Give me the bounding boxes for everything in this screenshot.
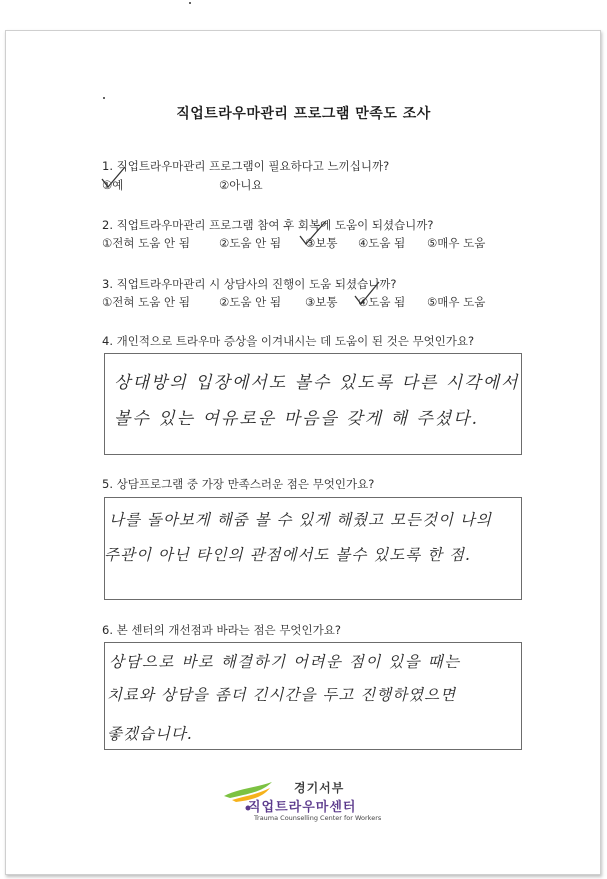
question-6: 6. 본 센터의 개선점과 바라는 점은 무엇인가요? — [102, 623, 341, 637]
logo-region-text: 경기서부 — [294, 781, 345, 795]
q1-option-no[interactable]: ②아니요 — [219, 178, 263, 192]
q2-option-5[interactable]: ⑤매우 도움 — [427, 236, 486, 250]
scan-speck — [103, 97, 105, 99]
q6-answer-line-1: 상담으로 바로 해결하기 어려운 점이 있을 때는 — [109, 653, 461, 671]
q6-answer-line-2: 치료와 상담을 좀더 긴시간을 두고 진행하였으면 — [107, 686, 457, 704]
q2-option-4[interactable]: ④도움 됨 — [358, 236, 406, 250]
q2-option-2[interactable]: ②도움 안 됨 — [219, 236, 282, 250]
checkmark-icon — [99, 165, 129, 191]
q3-option-5[interactable]: ⑤매우 도움 — [427, 295, 486, 309]
question-4: 4. 개인적으로 트라우마 증상을 이겨내시는 데 도움이 된 것은 무엇인가요? — [102, 334, 475, 348]
logo-subtitle: Trauma Counselling Center for Workers — [254, 814, 382, 822]
q2-option-1[interactable]: ①전혀 도움 안 됨 — [102, 236, 190, 250]
question-5: 5. 상담프로그램 중 가장 만족스러운 점은 무엇인가요? — [102, 477, 375, 491]
q3-option-1[interactable]: ①전혀 도움 안 됨 — [102, 295, 190, 309]
q5-answer-line-1: 나를 돌아보게 해줌 볼 수 있게 해줬고 모든것이 나의 — [109, 511, 492, 529]
q3-option-4[interactable]: ④도움 됨 — [358, 295, 406, 309]
q5-answer-line-2: 주관이 아닌 타인의 관점에서도 볼수 있도록 한 점. — [104, 546, 471, 564]
q2-option-3[interactable]: ③보통 — [305, 236, 338, 250]
q3-option-2[interactable]: ②도움 안 됨 — [219, 295, 282, 309]
q6-answer-line-3: 좋겠습니다. — [107, 725, 193, 743]
q4-answer-line-1: 상대방의 입장에서도 볼수 있도록 다른 시각에서 — [114, 373, 520, 393]
logo-center-name: 직업트라우마센터 — [248, 800, 357, 815]
q1-option-yes[interactable]: ①예 — [102, 178, 124, 192]
q4-answer-line-2: 볼수 있는 여유로운 마음을 갖게 해 주셨다. — [114, 409, 480, 429]
question-3: 3. 직업트라우마관리 시 상담사의 진행이 도움 되셨습니까? — [102, 277, 397, 291]
question-2: 2. 직업트라우마관리 프로그램 참여 후 회복에 도움이 되셨습니까? — [102, 218, 434, 232]
checkmark-icon — [296, 218, 330, 248]
page-title: 직업트라우마관리 프로그램 만족도 조사 — [176, 106, 431, 122]
scan-speck — [189, 2, 191, 4]
q3-option-3[interactable]: ③보통 — [305, 295, 338, 309]
checkmark-icon — [352, 280, 382, 308]
question-1: 1. 직업트라우마관리 프로그램이 필요하다고 느끼십니까? — [102, 159, 390, 173]
